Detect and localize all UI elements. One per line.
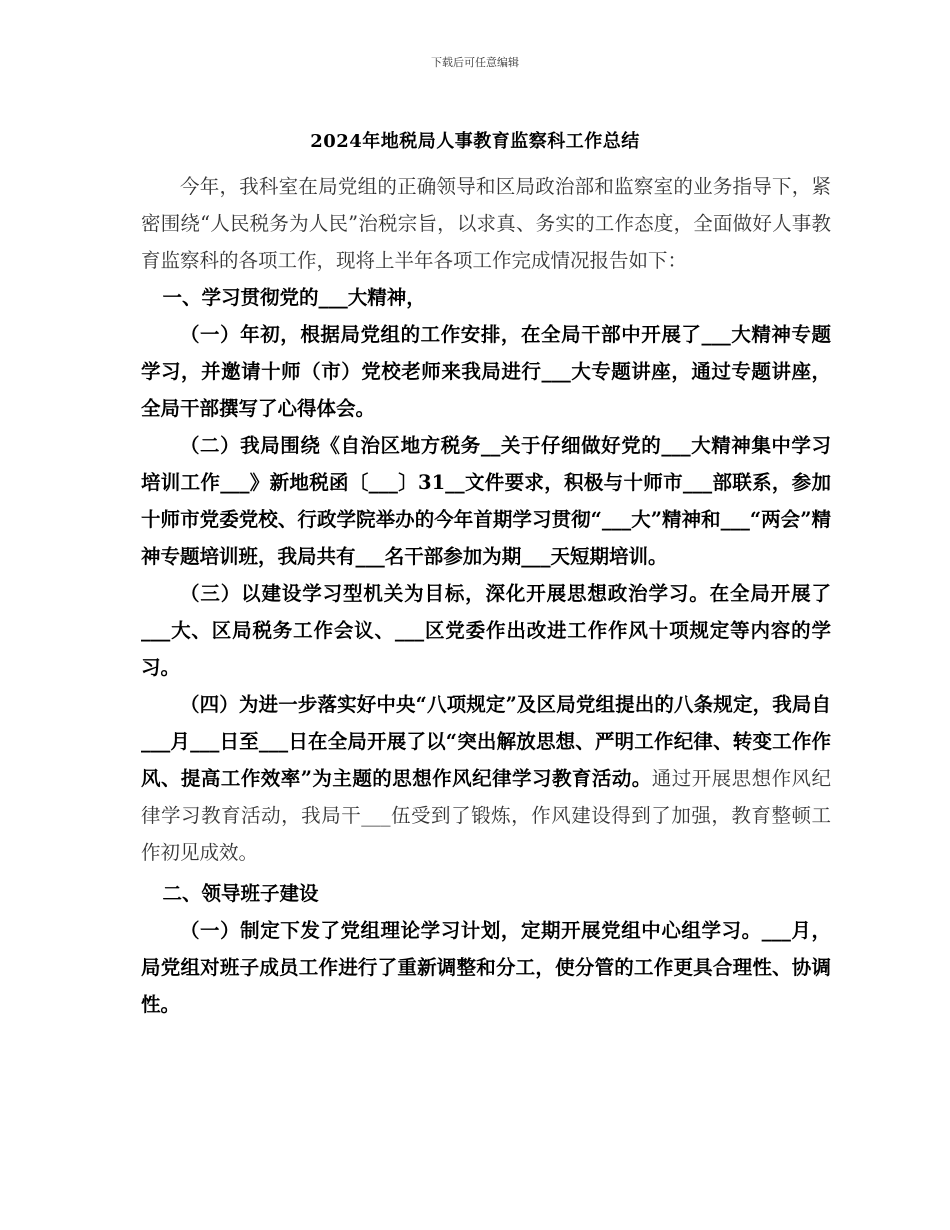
- section-1-paragraph-4-bold: （四）为进一步落实好中央“八项规定”及区局党组提出的八条规定，我局自___月___日至___日在全局开展了以“突出解放思想、严明工作纪律、转变工作作风、提高工作效率”为主题的思想作风纪律学习教育活动。: [141, 693, 831, 790]
- section-1-paragraph-4-light: 通过开展思想作风纪律学习教育活动，我局干___伍受到了锻炼，作风建设得到了加强，教育整顿工作初见成效。: [141, 767, 831, 864]
- section-1-paragraph-4: [141, 686, 831, 871]
- page-header: 下载后可任意编辑: [431, 56, 519, 69]
- section-1-heading: 一、学习贯彻党的___大精神，: [162, 286, 426, 309]
- section-1-paragraph-3: （三）以建设学习型机关为目标，深化开展思想政治学习。在全局开展了___大、区局税务工作会议、___区党委作出改进工作作风十项规定等内容的学习。: [141, 582, 831, 679]
- section-2-heading: 二、领导班子建设: [162, 882, 319, 905]
- section-1-paragraph-2: （二）我局围绕《自治区地方税务__关于仔细做好党的___大精神集中学习培训工作___》新地税函〔___〕31__文件要求，积极与十师市___部联系，参加十师市党委党校、行政学院举办的今年首期学习贯彻“___大”精神和___“两会”精神专题培训班，我局共有___名干部参加为期___天短期培训。: [141, 434, 831, 568]
- section-2-paragraph-1: （一）制定下发了党组理论学习计划，定期开展党组中心组学习。___月，局党组对班子成员工作进行了重新调整和分工，使分管的工作更具合理性、协调性。: [141, 919, 831, 1016]
- document-title: 2024年地税局人事教育监察科工作总结: [310, 131, 640, 152]
- section-1-paragraph-1: （一）年初，根据局党组的工作安排，在全局干部中开展了___大精神专题学习，并邀请十师（市）党校老师来我局进行___大专题讲座，通过专题讲座，全局干部撰写了心得体会。: [141, 323, 831, 420]
- document-body: [141, 168, 831, 1023]
- intro-paragraph: 今年，我科室在局党组的正确领导和区局政治部和监察室的业务指导下，紧密围绕“人民税务为人民”治税宗旨，以求真、务实的工作态度，全面做好人事教育监察科的各项工作，现将上半年各项工作完成情况报告如下：: [141, 175, 831, 272]
